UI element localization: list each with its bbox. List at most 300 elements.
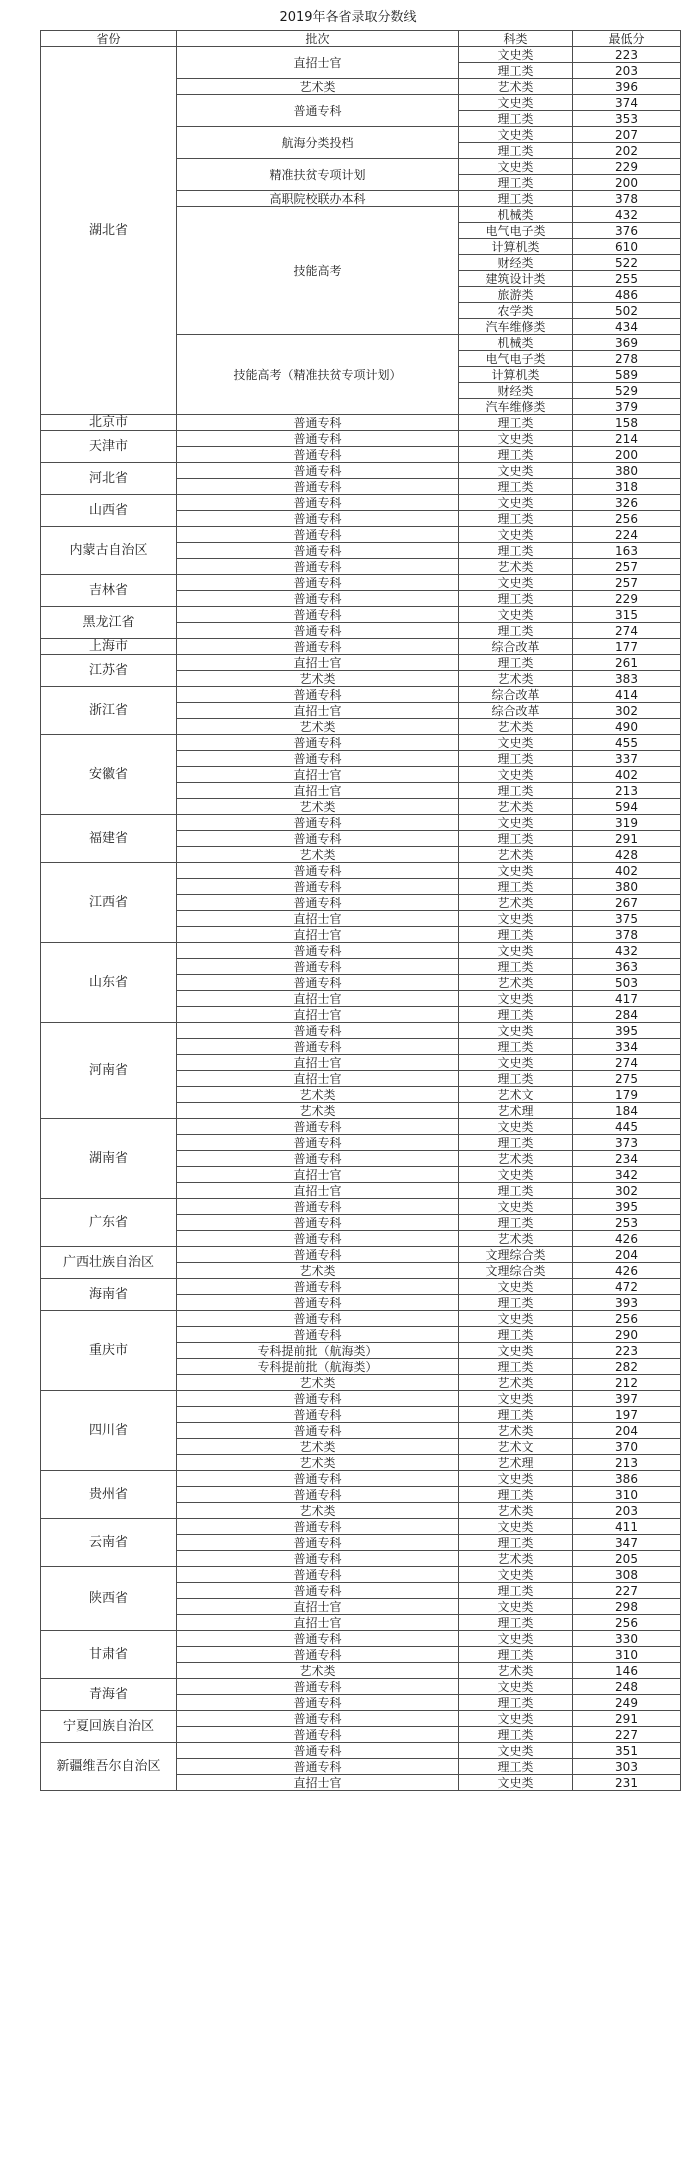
min-score-cell: 257 <box>573 575 681 591</box>
province-cell: 四川省 <box>41 1391 177 1471</box>
category-cell: 理工类 <box>459 751 573 767</box>
batch-cell: 普通专科 <box>177 639 459 655</box>
table-row <box>41 943 681 959</box>
min-score-cell: 261 <box>573 655 681 671</box>
batch-cell: 普通专科 <box>177 1391 459 1407</box>
table-row <box>41 1311 681 1327</box>
batch-cell: 普通专科 <box>177 1567 459 1583</box>
province-cell: 福建省 <box>41 815 177 863</box>
province-cell: 黑龙江省 <box>41 607 177 639</box>
min-score-cell: 347 <box>573 1535 681 1551</box>
table-row <box>41 1199 681 1215</box>
min-score-cell: 249 <box>573 1695 681 1711</box>
batch-cell: 普通专科 <box>177 591 459 607</box>
table-row <box>41 1679 681 1695</box>
batch-cell: 普通专科 <box>177 1119 459 1135</box>
min-score-cell: 163 <box>573 543 681 559</box>
category-cell: 理工类 <box>459 783 573 799</box>
category-cell: 文史类 <box>459 767 573 783</box>
batch-cell: 普通专科 <box>177 623 459 639</box>
batch-cell: 普通专科 <box>177 559 459 575</box>
category-cell: 财经类 <box>459 255 573 271</box>
score-table <box>40 30 681 1791</box>
batch-cell: 普通专科 <box>177 575 459 591</box>
min-score-cell: 204 <box>573 1423 681 1439</box>
batch-cell: 普通专科 <box>177 1407 459 1423</box>
batch-cell: 普通专科 <box>177 511 459 527</box>
batch-cell: 直招士官 <box>177 991 459 1007</box>
min-score-cell: 426 <box>573 1231 681 1247</box>
province-cell: 新疆维吾尔自治区 <box>41 1743 177 1791</box>
province-cell: 重庆市 <box>41 1311 177 1391</box>
min-score-cell: 395 <box>573 1023 681 1039</box>
category-cell: 艺术类 <box>459 671 573 687</box>
batch-cell: 直招士官 <box>177 1599 459 1615</box>
category-cell: 理工类 <box>459 447 573 463</box>
category-cell: 文史类 <box>459 1775 573 1791</box>
min-score-cell: 326 <box>573 495 681 511</box>
category-cell: 理工类 <box>459 1135 573 1151</box>
min-score-cell: 529 <box>573 383 681 399</box>
table-row <box>41 1119 681 1135</box>
category-cell: 汽车维修类 <box>459 399 573 415</box>
category-cell: 艺术类 <box>459 1503 573 1519</box>
batch-cell: 普通专科 <box>177 1327 459 1343</box>
batch-cell: 普通专科 <box>177 1583 459 1599</box>
min-score-cell: 522 <box>573 255 681 271</box>
batch-cell: 直招士官 <box>177 1615 459 1631</box>
category-cell: 理工类 <box>459 1295 573 1311</box>
batch-cell: 普通专科 <box>177 1631 459 1647</box>
category-cell: 文史类 <box>459 1279 573 1295</box>
table-row <box>41 1391 681 1407</box>
category-cell: 理工类 <box>459 1615 573 1631</box>
category-cell: 文史类 <box>459 1471 573 1487</box>
category-cell: 综合改革 <box>459 687 573 703</box>
category-cell: 理工类 <box>459 1583 573 1599</box>
province-cell: 甘肃省 <box>41 1631 177 1679</box>
min-score-cell: 223 <box>573 47 681 63</box>
batch-cell: 普通专科 <box>177 1135 459 1151</box>
category-cell: 理工类 <box>459 143 573 159</box>
batch-cell: 直招士官 <box>177 927 459 943</box>
category-cell: 艺术类 <box>459 79 573 95</box>
province-cell: 浙江省 <box>41 687 177 735</box>
category-cell: 文史类 <box>459 1567 573 1583</box>
table-row <box>41 655 681 671</box>
min-score-cell: 393 <box>573 1295 681 1311</box>
category-cell: 文史类 <box>459 1391 573 1407</box>
table-row <box>41 415 681 431</box>
min-score-cell: 502 <box>573 303 681 319</box>
batch-cell: 普通专科 <box>177 1535 459 1551</box>
category-cell: 理工类 <box>459 959 573 975</box>
category-cell: 艺术理 <box>459 1455 573 1471</box>
min-score-cell: 223 <box>573 1343 681 1359</box>
table-body <box>41 47 681 1791</box>
category-cell: 文史类 <box>459 815 573 831</box>
category-cell: 理工类 <box>459 1007 573 1023</box>
min-score-cell: 256 <box>573 1615 681 1631</box>
batch-cell: 技能高考 <box>177 207 459 335</box>
batch-cell: 艺术类 <box>177 1087 459 1103</box>
batch-cell: 艺术类 <box>177 847 459 863</box>
min-score-cell: 455 <box>573 735 681 751</box>
table-row <box>41 1743 681 1759</box>
min-score-cell: 417 <box>573 991 681 1007</box>
min-score-cell: 184 <box>573 1103 681 1119</box>
min-score-cell: 256 <box>573 511 681 527</box>
header-province: 省份 <box>41 31 177 47</box>
category-cell: 文理综合类 <box>459 1263 573 1279</box>
batch-cell: 普通专科 <box>177 895 459 911</box>
min-score-cell: 278 <box>573 351 681 367</box>
category-cell: 文史类 <box>459 431 573 447</box>
province-cell: 江苏省 <box>41 655 177 687</box>
batch-cell: 普通专科 <box>177 1151 459 1167</box>
min-score-cell: 177 <box>573 639 681 655</box>
batch-cell: 艺术类 <box>177 799 459 815</box>
min-score-cell: 255 <box>573 271 681 287</box>
category-cell: 文史类 <box>459 1055 573 1071</box>
min-score-cell: 291 <box>573 1711 681 1727</box>
category-cell: 计算机类 <box>459 239 573 255</box>
batch-cell: 直招士官 <box>177 911 459 927</box>
min-score-cell: 432 <box>573 207 681 223</box>
category-cell: 文史类 <box>459 1679 573 1695</box>
min-score-cell: 426 <box>573 1263 681 1279</box>
category-cell: 艺术文 <box>459 1439 573 1455</box>
min-score-cell: 378 <box>573 927 681 943</box>
province-cell: 陕西省 <box>41 1567 177 1631</box>
category-cell: 电气电子类 <box>459 351 573 367</box>
batch-cell: 艺术类 <box>177 1263 459 1279</box>
category-cell: 理工类 <box>459 479 573 495</box>
province-cell: 湖北省 <box>41 47 177 415</box>
category-cell: 文史类 <box>459 127 573 143</box>
category-cell: 理工类 <box>459 111 573 127</box>
category-cell: 文史类 <box>459 495 573 511</box>
category-cell: 文史类 <box>459 463 573 479</box>
batch-cell: 直招士官 <box>177 783 459 799</box>
category-cell: 文史类 <box>459 1743 573 1759</box>
min-score-cell: 231 <box>573 1775 681 1791</box>
category-cell: 文理综合类 <box>459 1247 573 1263</box>
batch-cell: 普通专科 <box>177 735 459 751</box>
batch-cell: 普通专科 <box>177 431 459 447</box>
province-cell: 山东省 <box>41 943 177 1023</box>
batch-cell: 直招士官 <box>177 47 459 79</box>
province-cell: 云南省 <box>41 1519 177 1567</box>
batch-cell: 艺术类 <box>177 1503 459 1519</box>
batch-cell: 技能高考（精准扶贫专项计划） <box>177 335 459 415</box>
min-score-cell: 212 <box>573 1375 681 1391</box>
batch-cell: 普通专科 <box>177 527 459 543</box>
batch-cell: 普通专科 <box>177 1727 459 1743</box>
min-score-cell: 315 <box>573 607 681 623</box>
province-cell: 宁夏回族自治区 <box>41 1711 177 1743</box>
batch-cell: 艺术类 <box>177 1455 459 1471</box>
min-score-cell: 229 <box>573 591 681 607</box>
min-score-cell: 402 <box>573 863 681 879</box>
table-row <box>41 1471 681 1487</box>
min-score-cell: 207 <box>573 127 681 143</box>
min-score-cell: 282 <box>573 1359 681 1375</box>
batch-cell: 普通专科 <box>177 1295 459 1311</box>
min-score-cell: 395 <box>573 1199 681 1215</box>
min-score-cell: 284 <box>573 1007 681 1023</box>
batch-cell: 普通专科 <box>177 1711 459 1727</box>
category-cell: 理工类 <box>459 1071 573 1087</box>
min-score-cell: 274 <box>573 1055 681 1071</box>
province-cell: 吉林省 <box>41 575 177 607</box>
category-cell: 艺术类 <box>459 1231 573 1247</box>
batch-cell: 普通专科 <box>177 959 459 975</box>
min-score-cell: 342 <box>573 1167 681 1183</box>
category-cell: 理工类 <box>459 927 573 943</box>
category-cell: 理工类 <box>459 191 573 207</box>
table-row <box>41 639 681 655</box>
min-score-cell: 380 <box>573 463 681 479</box>
min-score-cell: 351 <box>573 1743 681 1759</box>
batch-cell: 普通专科 <box>177 1679 459 1695</box>
category-cell: 建筑设计类 <box>459 271 573 287</box>
category-cell: 文史类 <box>459 1167 573 1183</box>
category-cell: 艺术类 <box>459 847 573 863</box>
min-score-cell: 204 <box>573 1247 681 1263</box>
batch-cell: 直招士官 <box>177 767 459 783</box>
batch-cell: 普通专科 <box>177 447 459 463</box>
category-cell: 文史类 <box>459 527 573 543</box>
category-cell: 文史类 <box>459 607 573 623</box>
min-score-cell: 298 <box>573 1599 681 1615</box>
min-score-cell: 229 <box>573 159 681 175</box>
min-score-cell: 308 <box>573 1567 681 1583</box>
min-score-cell: 363 <box>573 959 681 975</box>
batch-cell: 普通专科 <box>177 1247 459 1263</box>
min-score-cell: 227 <box>573 1727 681 1743</box>
min-score-cell: 396 <box>573 79 681 95</box>
min-score-cell: 434 <box>573 319 681 335</box>
min-score-cell: 202 <box>573 143 681 159</box>
category-cell: 艺术类 <box>459 1423 573 1439</box>
min-score-cell: 369 <box>573 335 681 351</box>
min-score-cell: 200 <box>573 175 681 191</box>
category-cell: 计算机类 <box>459 367 573 383</box>
table-row <box>41 1567 681 1583</box>
province-cell: 贵州省 <box>41 1471 177 1519</box>
batch-cell: 普通专科 <box>177 95 459 127</box>
category-cell: 理工类 <box>459 1183 573 1199</box>
batch-cell: 普通专科 <box>177 1231 459 1247</box>
batch-cell: 直招士官 <box>177 1055 459 1071</box>
min-score-cell: 610 <box>573 239 681 255</box>
category-cell: 文史类 <box>459 1711 573 1727</box>
category-cell: 文史类 <box>459 1519 573 1535</box>
province-cell: 江西省 <box>41 863 177 943</box>
batch-cell: 航海分类投档 <box>177 127 459 159</box>
min-score-cell: 303 <box>573 1759 681 1775</box>
header-category: 科类 <box>459 31 573 47</box>
batch-cell: 艺术类 <box>177 1375 459 1391</box>
province-cell: 海南省 <box>41 1279 177 1311</box>
min-score-cell: 310 <box>573 1487 681 1503</box>
table-row <box>41 687 681 703</box>
batch-cell: 普通专科 <box>177 831 459 847</box>
min-score-cell: 256 <box>573 1311 681 1327</box>
min-score-cell: 227 <box>573 1583 681 1599</box>
table-row <box>41 1023 681 1039</box>
min-score-cell: 411 <box>573 1519 681 1535</box>
min-score-cell: 337 <box>573 751 681 767</box>
table-row <box>41 463 681 479</box>
batch-cell: 普通专科 <box>177 1023 459 1039</box>
category-cell: 文史类 <box>459 1599 573 1615</box>
batch-cell: 普通专科 <box>177 1647 459 1663</box>
batch-cell: 普通专科 <box>177 1279 459 1295</box>
min-score-cell: 432 <box>573 943 681 959</box>
min-score-cell: 214 <box>573 431 681 447</box>
table-row <box>41 1631 681 1647</box>
category-cell: 艺术类 <box>459 975 573 991</box>
batch-cell: 普通专科 <box>177 463 459 479</box>
min-score-cell: 179 <box>573 1087 681 1103</box>
batch-cell: 普通专科 <box>177 751 459 767</box>
batch-cell: 普通专科 <box>177 1695 459 1711</box>
category-cell: 文史类 <box>459 1119 573 1135</box>
min-score-cell: 445 <box>573 1119 681 1135</box>
province-cell: 河南省 <box>41 1023 177 1119</box>
category-cell: 旅游类 <box>459 287 573 303</box>
batch-cell: 专科提前批（航海类） <box>177 1343 459 1359</box>
category-cell: 文史类 <box>459 943 573 959</box>
category-cell: 艺术类 <box>459 719 573 735</box>
category-cell: 理工类 <box>459 1759 573 1775</box>
batch-cell: 普通专科 <box>177 815 459 831</box>
category-cell: 理工类 <box>459 175 573 191</box>
min-score-cell: 267 <box>573 895 681 911</box>
batch-cell: 普通专科 <box>177 879 459 895</box>
province-cell: 河北省 <box>41 463 177 495</box>
min-score-cell: 158 <box>573 415 681 431</box>
category-cell: 理工类 <box>459 655 573 671</box>
category-cell: 艺术类 <box>459 1551 573 1567</box>
category-cell: 汽车维修类 <box>459 319 573 335</box>
category-cell: 艺术类 <box>459 1375 573 1391</box>
table-row <box>41 815 681 831</box>
category-cell: 理工类 <box>459 1535 573 1551</box>
province-cell: 天津市 <box>41 431 177 463</box>
min-score-cell: 302 <box>573 703 681 719</box>
batch-cell: 普通专科 <box>177 687 459 703</box>
min-score-cell: 373 <box>573 1135 681 1151</box>
province-cell: 安徽省 <box>41 735 177 815</box>
batch-cell: 普通专科 <box>177 543 459 559</box>
min-score-cell: 334 <box>573 1039 681 1055</box>
category-cell: 理工类 <box>459 1695 573 1711</box>
min-score-cell: 203 <box>573 63 681 79</box>
batch-cell: 艺术类 <box>177 671 459 687</box>
batch-cell: 普通专科 <box>177 1519 459 1535</box>
table-row <box>41 575 681 591</box>
category-cell: 综合改革 <box>459 703 573 719</box>
category-cell: 电气电子类 <box>459 223 573 239</box>
batch-cell: 普通专科 <box>177 607 459 623</box>
batch-cell: 专科提前批（航海类） <box>177 1359 459 1375</box>
province-cell: 上海市 <box>41 639 177 655</box>
batch-cell: 普通专科 <box>177 1743 459 1759</box>
min-score-cell: 200 <box>573 447 681 463</box>
min-score-cell: 378 <box>573 191 681 207</box>
category-cell: 文史类 <box>459 1199 573 1215</box>
batch-cell: 普通专科 <box>177 479 459 495</box>
category-cell: 理工类 <box>459 1215 573 1231</box>
min-score-cell: 291 <box>573 831 681 847</box>
table-row <box>41 431 681 447</box>
province-cell: 广西壮族自治区 <box>41 1247 177 1279</box>
min-score-cell: 253 <box>573 1215 681 1231</box>
min-score-cell: 503 <box>573 975 681 991</box>
min-score-cell: 330 <box>573 1631 681 1647</box>
min-score-cell: 197 <box>573 1407 681 1423</box>
category-cell: 文史类 <box>459 1631 573 1647</box>
category-cell: 理工类 <box>459 1727 573 1743</box>
category-cell: 文史类 <box>459 575 573 591</box>
batch-cell: 普通专科 <box>177 1551 459 1567</box>
category-cell: 理工类 <box>459 1647 573 1663</box>
category-cell: 文史类 <box>459 47 573 63</box>
batch-cell: 高职院校联办本科 <box>177 191 459 207</box>
min-score-cell: 414 <box>573 687 681 703</box>
category-cell: 综合改革 <box>459 639 573 655</box>
category-cell: 文史类 <box>459 1311 573 1327</box>
min-score-cell: 318 <box>573 479 681 495</box>
category-cell: 艺术类 <box>459 895 573 911</box>
province-cell: 湖南省 <box>41 1119 177 1199</box>
batch-cell: 普通专科 <box>177 1471 459 1487</box>
table-row <box>41 47 681 63</box>
min-score-cell: 376 <box>573 223 681 239</box>
category-cell: 艺术理 <box>459 1103 573 1119</box>
page-title: 2019年各省录取分数线 <box>279 10 417 25</box>
table-row <box>41 1711 681 1727</box>
table-row <box>41 735 681 751</box>
min-score-cell: 490 <box>573 719 681 735</box>
batch-cell: 普通专科 <box>177 415 459 431</box>
category-cell: 文史类 <box>459 1023 573 1039</box>
batch-cell: 直招士官 <box>177 1183 459 1199</box>
table-row <box>41 1279 681 1295</box>
category-cell: 理工类 <box>459 1359 573 1375</box>
category-cell: 理工类 <box>459 879 573 895</box>
min-score-cell: 353 <box>573 111 681 127</box>
category-cell: 农学类 <box>459 303 573 319</box>
min-score-cell: 213 <box>573 783 681 799</box>
table-row <box>41 1519 681 1535</box>
category-cell: 机械类 <box>459 207 573 223</box>
min-score-cell: 486 <box>573 287 681 303</box>
min-score-cell: 234 <box>573 1151 681 1167</box>
category-cell: 文史类 <box>459 735 573 751</box>
province-cell: 青海省 <box>41 1679 177 1711</box>
batch-cell: 直招士官 <box>177 1071 459 1087</box>
min-score-cell: 380 <box>573 879 681 895</box>
batch-cell: 直招士官 <box>177 703 459 719</box>
category-cell: 文史类 <box>459 991 573 1007</box>
table-row <box>41 863 681 879</box>
category-cell: 理工类 <box>459 623 573 639</box>
header-batch: 批次 <box>177 31 459 47</box>
